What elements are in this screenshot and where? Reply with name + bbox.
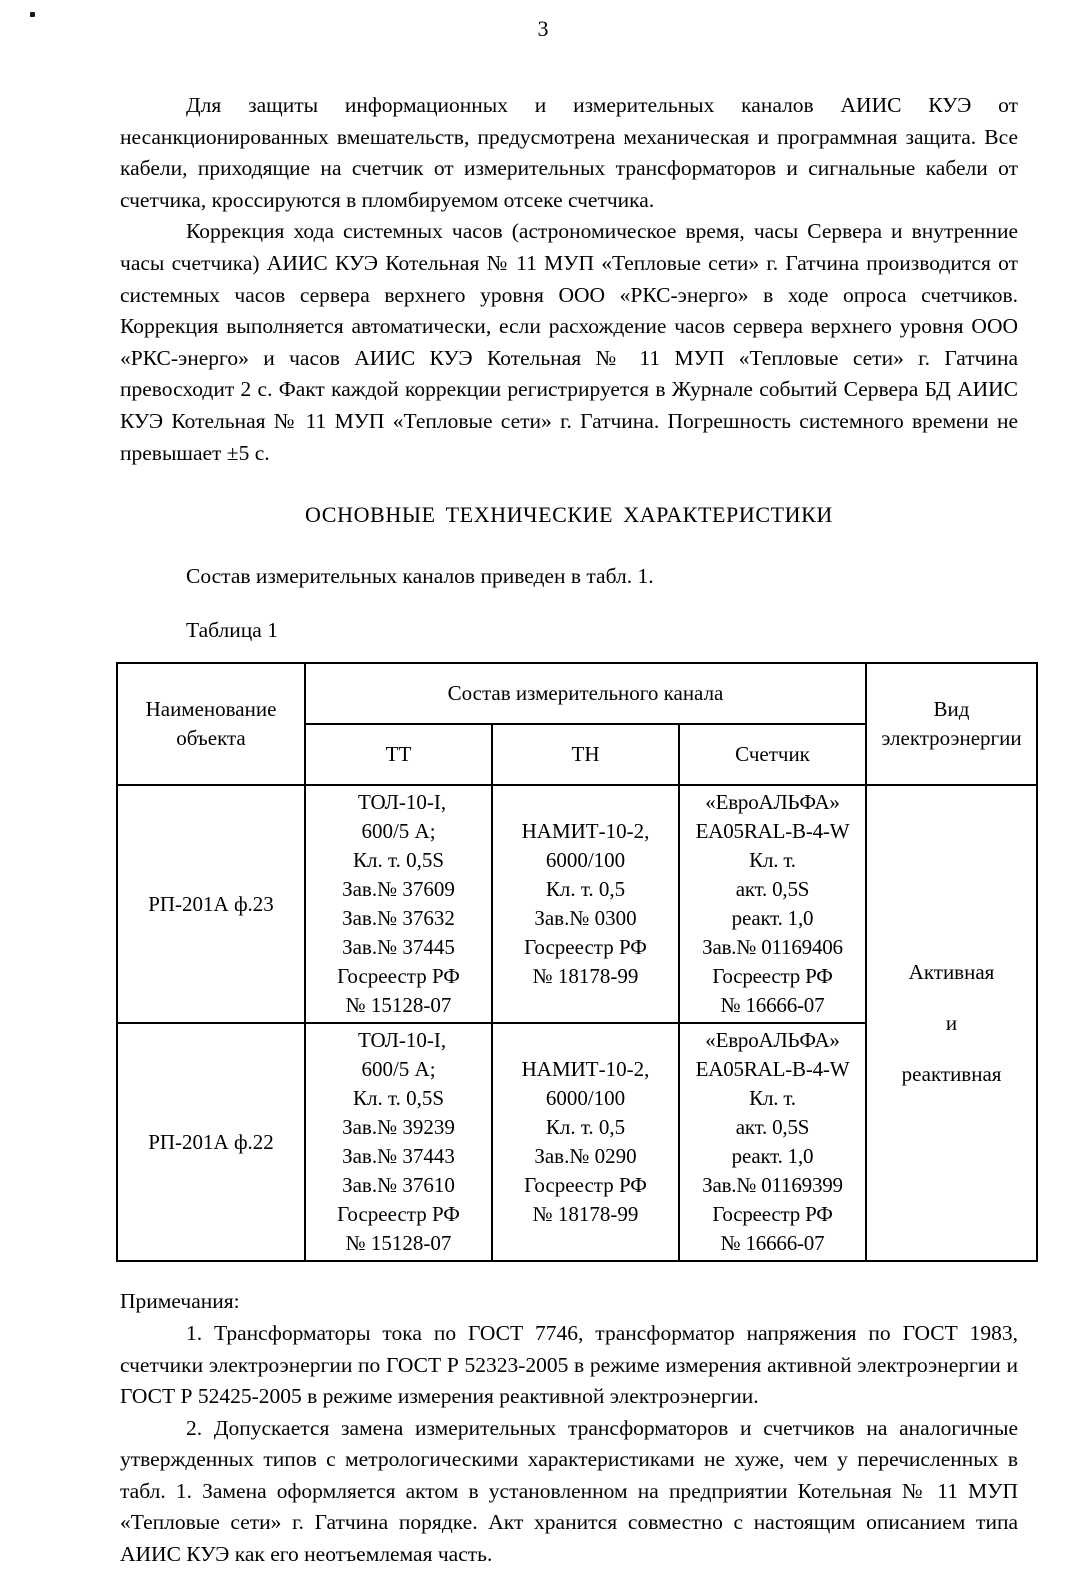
cell-tt [305,785,492,1023]
tt-line: Кл. т. 0,5S [352,848,444,873]
notes-section [120,1286,1018,1570]
column-header-tn: ТН [492,724,679,785]
tt-line: Зав.№ 37610 [342,1173,455,1198]
object-name-line-1: РП-201А [148,891,229,916]
cell-tn [492,1023,679,1261]
column-header-object-name: Наименование объекта [117,663,305,785]
tn-line: Зав.№ 0290 [534,1144,637,1169]
cell-energy-kind [866,785,1037,1261]
tt-line: Зав.№ 37609 [342,877,455,902]
column-header-energy-kind: Вид электроэнергии [866,663,1037,785]
meter-line: Зав.№ 01169406 [702,935,843,960]
tn-line: № 18178-99 [532,1202,639,1227]
tn-line: № 18178-99 [532,964,639,989]
measuring-channels-table [116,662,1038,1262]
tn-line: Кл. т. 0,5 [545,877,626,902]
table-caption: Таблица 1 [186,617,278,642]
meter-line: Кл. т. [749,848,796,873]
tn-line: Зав.№ 0300 [534,906,637,931]
table-header-row-1 [117,663,1037,724]
tn-line: 6000/100 [545,848,626,873]
meter-line: Зав.№ 01169399 [702,1173,843,1198]
paragraph-protection: Для защиты информационных и измерительных каналов АИИС КУЭ от несанкционированных вмешательств, предусмотрена механическая и программная защита. Все кабели, приходящие на счетчик от измерительных трансформаторов и сигнальные кабели от счетчика, кроссируются в пломбируемом отсеке счетчика. [120,93,1018,212]
note-item-2: 2. Допускается замена измерительных трансформаторов и счетчиков на аналогичные утвержденных типов с метрологическими характеристиками не хуже, чем у перечисленных в табл. 1. Замена оформляется актом в установленном на предприятии Котельная № 11 МУП «Тепловые сети» г. Гатчина порядке. Акт хранится совместно с настоящим описанием типа АИИС КУЭ как его неотъемлемая часть. [120,1415,1018,1567]
cell-tt [305,1023,492,1261]
energy-kind-line-2: и [945,1010,958,1035]
meter-line: «ЕвроАЛЬФА» [705,1028,840,1053]
column-header-meter: Счетчик [679,724,866,785]
tt-line: № 15128-07 [345,993,452,1018]
object-name-line-2: ф.22 [233,1129,274,1154]
cell-meter [679,785,866,1023]
tn-line: НАМИТ-10-2, [521,819,650,844]
tn-line: Госреестр РФ [524,935,647,960]
meter-line: реакт. 1,0 [731,906,814,931]
tt-line: 600/5 А; [361,1057,436,1082]
meter-line: «ЕвроАЛЬФА» [705,790,840,815]
page-number: 3 [537,16,549,41]
tt-line: Зав.№ 37443 [342,1144,455,1169]
energy-kind-line-1: Активная [908,959,995,984]
object-name-line-2: ф.23 [233,891,274,916]
cell-object-name [117,1023,305,1261]
section-title-word-1: ОСНОВНЫЕ [305,502,436,528]
tt-line: Кл. т. 0,5S [352,1086,444,1111]
table-body [117,785,1037,1261]
page-title [120,499,1018,531]
notes-heading: Примечания: [120,1289,240,1314]
tt-line: ТОЛ-10-I, [358,790,447,815]
column-header-tt: ТТ [305,724,492,785]
meter-line: акт. 0,5S [735,1115,810,1140]
cell-tn [492,785,679,1023]
meter-line: реакт. 1,0 [731,1144,814,1169]
table-header [117,663,1037,785]
section-title-word-3: ХАРАКТЕРИСТИКИ [623,502,833,528]
page-content [120,90,1022,1571]
meter-line: № 16666-07 [720,993,825,1018]
meter-line: Госреестр РФ [712,1202,833,1227]
section-title-word-2: ТЕХНИЧЕСКИЕ [445,502,614,528]
paragraph-clock-correction: Коррекция хода системных часов (астрономическое время, часы Сервера и внутренние часы счетчика) АИИС КУЭ Котельная № 11 МУП «Тепловые сети» г. Гатчина производится от системных часов сервера верхнего уровня ООО «РКС-энерго» в ходе опроса счетчиков. Коррекция выполняется автоматически, если расхождение часов сервера верхнего уровня ООО «РКС-энерго» и часов АИИС КУЭ Котельная № 11 МУП «Тепловые сети» г. Гатчина превосходит 2 с. Факт каждой коррекции регистрируется в Журнале событий Сервера БД АИИС КУЭ Котельная № 11 МУП «Тепловые сети» г. Гатчина. Погрешность системного времени не превышает ±5 с. [120,219,1018,465]
tt-line: Госреестр РФ [337,1202,460,1227]
tt-line: № 15128-07 [345,1231,452,1256]
meter-line: EA05RAL-B-4-W [695,1057,850,1082]
column-header-channel-group: Состав измерительного канала [305,663,866,724]
tt-line: Зав.№ 37632 [342,906,455,931]
tn-line: НАМИТ-10-2, [521,1057,650,1082]
meter-line: акт. 0,5S [735,877,810,902]
note-item-1: 1. Трансформаторы тока по ГОСТ 7746, трансформатор напряжения по ГОСТ 1983, счетчики электроэнергии по ГОСТ Р 52323-2005 в режиме измерения активной электроэнергии и ГОСТ Р 52425-2005 в режиме измерения реактивной электроэнергии. [120,1320,1018,1409]
tn-line: Госреестр РФ [524,1173,647,1198]
tt-line: ТОЛ-10-I, [358,1028,447,1053]
table-row [117,785,1037,1023]
meter-line: Госреестр РФ [712,964,833,989]
energy-kind-line-3: реактивная [901,1061,1002,1086]
tt-line: Госреестр РФ [337,964,460,989]
tn-line: 6000/100 [545,1086,626,1111]
meter-line: № 16666-07 [720,1231,825,1256]
object-name-line-1: РП-201А [148,1129,229,1154]
cell-meter [679,1023,866,1261]
tt-line: Зав.№ 39239 [342,1115,455,1140]
tt-line: Зав.№ 37445 [342,935,455,960]
cell-object-name [117,785,305,1023]
meter-line: Кл. т. [749,1086,796,1111]
meter-line: EA05RAL-B-4-W [695,819,850,844]
tt-line: 600/5 А; [361,819,436,844]
tn-line: Кл. т. 0,5 [545,1115,626,1140]
table-reference-text: Состав измерительных каналов приведен в табл. 1. [186,564,654,589]
